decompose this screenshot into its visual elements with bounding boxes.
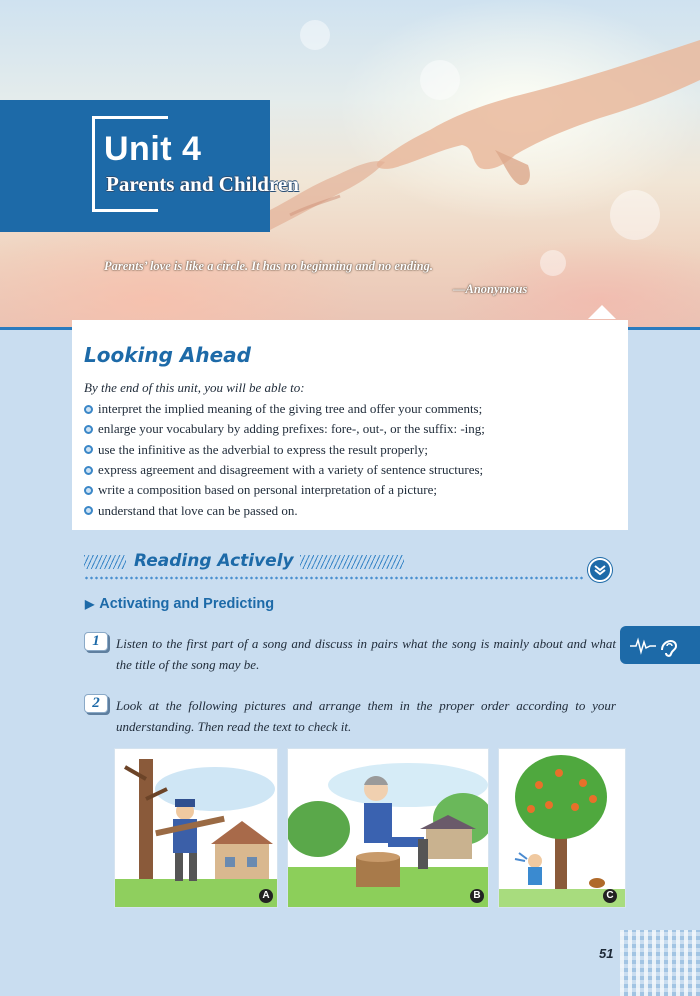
- objective-text: interpret the implied meaning of the giving tree and offer your comments;: [98, 401, 483, 417]
- looking-ahead-title: Looking Ahead: [84, 343, 251, 367]
- activating-predicting-heading: [85, 596, 274, 612]
- objective-text: use the infinitive as the adverbial to express the result properly;: [98, 441, 428, 457]
- circle-bullet-icon: [84, 486, 93, 495]
- objective-item: [84, 500, 624, 520]
- objective-item: [84, 460, 624, 480]
- picture-label: A: [259, 889, 273, 903]
- banner-notch: [588, 305, 616, 319]
- listening-tab[interactable]: [620, 626, 700, 664]
- unit-banner: [0, 0, 700, 330]
- pixel-mosaic-decoration: [620, 930, 700, 996]
- task-instruction: Look at the following pictures and arrange them in the proper order according to your understanding. Then read the text to check it.: [116, 698, 616, 734]
- circle-bullet-icon: [84, 466, 93, 475]
- activating-predicting-label: Activating and Predicting: [99, 596, 275, 612]
- reading-actively-title: Reading Actively: [134, 551, 294, 571]
- quote-text: Parents’ love is like a circle. It has no beginning and no ending.: [104, 259, 433, 273]
- quote-author: —Anonymous: [453, 282, 528, 296]
- section-hatch-right: [300, 555, 404, 569]
- unit-title: Parents and Children: [106, 172, 299, 196]
- picture-a: [114, 748, 278, 908]
- circle-bullet-icon: [84, 506, 93, 515]
- boy-carrying-branches-illustration: [115, 749, 278, 908]
- picture-label: C: [603, 889, 617, 903]
- objective-item: [84, 440, 624, 460]
- objective-item: [84, 419, 624, 439]
- objective-item: [84, 480, 624, 500]
- looking-ahead-intro: By the end of this unit, you will be able to:: [84, 380, 305, 395]
- picture-label: B: [470, 889, 484, 903]
- section-dotted-rule: [84, 576, 584, 580]
- child-with-apple-tree-illustration: [499, 749, 626, 908]
- circle-bullet-icon: [84, 445, 93, 454]
- unit-number: Unit 4: [104, 130, 202, 168]
- objective-text: express agreement and disagreement with a variety of sentence structures;: [98, 462, 484, 478]
- circle-bullet-icon: [84, 425, 93, 434]
- objective-text: write a composition based on personal interpretation of a picture;: [98, 482, 437, 498]
- task-instruction: Listen to the first part of a song and discuss in pairs what the song is mainly about and what the title of the song may be.: [116, 636, 616, 672]
- objective-item: [84, 399, 624, 419]
- task-number-badge: 2: [84, 694, 108, 713]
- page-number: 51: [599, 946, 614, 961]
- old-man-on-stump-illustration: [288, 749, 489, 908]
- objectives-list: [84, 399, 624, 521]
- picture-b: [287, 748, 489, 908]
- triangle-right-icon: ▶: [85, 597, 95, 611]
- picture-c: [498, 748, 626, 908]
- circle-bullet-icon: [84, 405, 93, 414]
- ear-icon: [628, 634, 688, 658]
- section-hatch-left: [84, 555, 126, 569]
- objective-text: enlarge your vocabulary by adding prefixes: fore-, out-, or the suffix: -ing;: [98, 421, 485, 437]
- objective-text: understand that love can be passed on.: [98, 502, 298, 518]
- task-number-badge: 1: [84, 632, 108, 651]
- chevron-down-icon[interactable]: [588, 558, 612, 582]
